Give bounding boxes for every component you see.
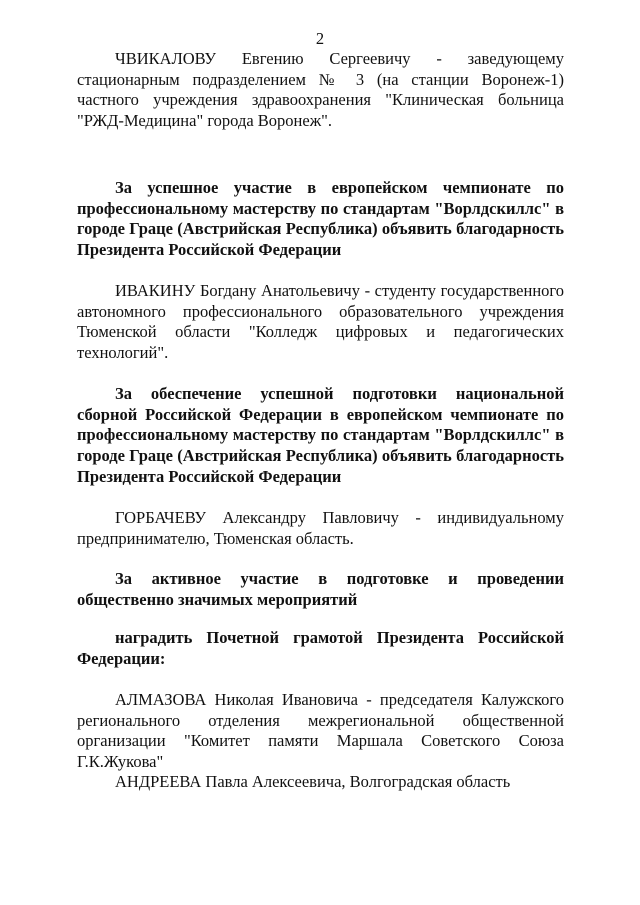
award-recipient-almazov: АЛМАЗОВА Николая Ивановича - председателя Калужского регионального отделения межрегиональной общественной организации "Комитет памяти Маршала Советского Союза Г.К.Жукова"	[77, 690, 564, 771]
award-heading-public-events: За активное участие в подготовке и проведении общественно значимых мероприятий	[77, 569, 564, 609]
award-recipient-ivakin: ИВАКИНУ Богдану Анатольевичу - студенту государственного автономного профессионального образовательного учреждения Тюменской области "Колледж цифровых и педагогических технологий".	[77, 281, 564, 363]
page-number: 2	[315, 29, 325, 48]
award-recipient-gorbachev: ГОРБАЧЕВУ Александру Павловичу - индивидуальному предпринимателю, Тюменская область.	[77, 508, 564, 548]
award-heading-team-preparation: За обеспечение успешной подготовки национальной сборной Российской Федерации в европейском чемпионате по профессиональному мастерству по стандартам "Ворлдскиллс" в городе Граце (Австрийская Республика) объявить благодарность Президента Российской Федерации	[77, 384, 564, 486]
award-heading-successful-participation: За успешное участие в европейском чемпионате по профессиональному мастерству по стандартам "Ворлдскиллс" в городе Граце (Австрийская Республика) объявить благодарность Президента Российской Федерации	[77, 178, 564, 260]
award-recipient-andreev: АНДРЕЕВА Павла Алексеевича, Волгоградская область	[115, 772, 511, 791]
award-heading-certificate: наградить Почетной грамотой Президента Российской Федерации:	[77, 628, 564, 668]
award-recipient-chvikalov: ЧВИКАЛОВУ Евгению Сергеевичу - заведующему стационарным подразделением № 3 (на станции Воронеж-1) частного учреждения здравоохранения "Клиническая больница "РЖД-Медицина" города Воронеж".	[77, 49, 564, 131]
